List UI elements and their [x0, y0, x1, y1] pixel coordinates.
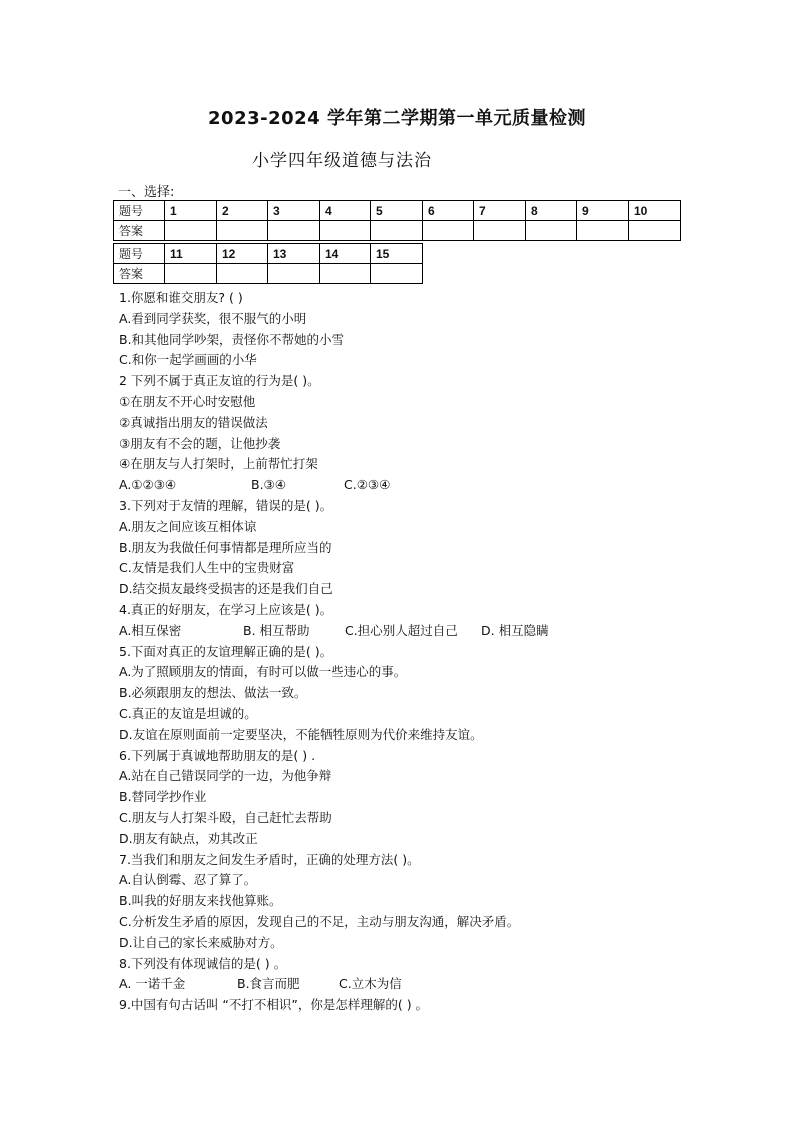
question-number-cell: 2: [217, 201, 268, 221]
answer-cell[interactable]: [474, 221, 526, 241]
question-option: A.站在自己错误同学的一边，为他争辩: [119, 768, 332, 784]
question-number-cell: 13: [268, 244, 320, 264]
question-option: A.朋友之间应该互相体谅: [119, 518, 257, 534]
answer-table-1: [113, 200, 681, 241]
question-number-cell: 3: [268, 201, 320, 221]
section-title: 一、选择:: [118, 185, 175, 200]
question-option-row: [119, 974, 759, 995]
question-number-cell: 9: [577, 201, 629, 221]
question-option: C.分析发生矛盾的原因，发现自己的不足，主动与朋友沟通，解决矛盾。: [119, 913, 520, 929]
question-number-cell: 15: [371, 244, 423, 264]
answer-cell[interactable]: [268, 221, 320, 241]
question-stem: 7.当我们和朋友之间发生矛盾时，正确的处理方法( )。: [119, 851, 420, 867]
question-option: B.食言而肥: [237, 976, 300, 992]
question-stem: 9.中国有句古话叫 “不打不相识”，你是怎样理解的( ) 。: [119, 997, 429, 1013]
answer-cell[interactable]: [577, 221, 629, 241]
question-number-cell: 8: [526, 201, 577, 221]
question-number-row: [114, 201, 681, 221]
answer-cell[interactable]: [320, 221, 371, 241]
answer-cell[interactable]: [423, 221, 474, 241]
question-number-cell: 7: [474, 201, 526, 221]
question-option: C.真正的友谊是坦诚的。: [119, 705, 257, 721]
row-label: 题号: [114, 201, 165, 221]
question-option: D. 相互隐瞒: [481, 622, 549, 638]
row-label: 题号: [114, 244, 165, 264]
question-option: B. 相互帮助: [243, 622, 310, 638]
question-stem: 4.真正的好朋友，在学习上应该是( )。: [119, 601, 333, 617]
question-option: A.自认倒霉、忍了算了。: [119, 872, 257, 888]
question-stem: 6.下列属于真诚地帮助朋友的是( ) .: [119, 747, 316, 763]
question-item: ④在朋友与人打架时，上前帮忙打架: [119, 456, 318, 472]
question-option: D.友谊在原则面前一定要坚决，不能牺牲原则为代价来维持友谊。: [119, 726, 483, 742]
question-item: ②真诚指出朋友的错误做法: [119, 414, 268, 430]
question-option: A. 一诺千金: [119, 976, 186, 992]
question-number-cell: 1: [165, 201, 217, 221]
question-list: [119, 288, 759, 1016]
question-stem: 2 下列不属于真正友谊的行为是( )。: [119, 373, 320, 389]
exam-subtitle: 小学四年级道德与法治: [252, 151, 432, 171]
question-option: D.让自己的家长来威胁对方。: [119, 934, 283, 950]
question-option: A.相互保密: [119, 622, 182, 638]
question-stem: 5.下面对真正的友谊理解正确的是( )。: [119, 643, 333, 659]
question-option: B.叫我的好朋友来找他算账。: [119, 893, 282, 909]
question-option: B.和其他同学吵架，责怪你不帮她的小雪: [119, 331, 345, 347]
answer-cell[interactable]: [165, 221, 217, 241]
question-number-row: [114, 244, 423, 264]
question-number-cell: 14: [320, 244, 371, 264]
question-option: C.担心别人超过自己: [345, 622, 458, 638]
question-number-cell: 4: [320, 201, 371, 221]
question-option: A.看到同学获奖，很不服气的小明: [119, 310, 307, 326]
answer-cell[interactable]: [217, 221, 268, 241]
question-option: B.③④: [251, 477, 286, 493]
answer-cell[interactable]: [371, 221, 423, 241]
question-option: C.②③④: [344, 477, 391, 493]
question-option-row: [119, 621, 759, 642]
question-number-cell: 11: [165, 244, 217, 264]
question-option: A.为了照顾朋友的情面，有时可以做一些违心的事。: [119, 664, 407, 680]
question-option: D.朋友有缺点，劝其改正: [119, 830, 258, 846]
row-label: 答案: [114, 264, 165, 284]
question-option: C.立木为信: [339, 976, 402, 992]
question-stem: 1.你愿和谁交朋友? ( ): [119, 290, 243, 305]
question-number-cell: 12: [217, 244, 268, 264]
exam-title: 2023-2024 学年第二学期第一单元质量检测: [208, 108, 586, 129]
question-stem: 8.下列没有体现诚信的是( ) 。: [119, 955, 287, 971]
question-option: B.朋友为我做任何事情都是理所应当的: [119, 539, 332, 555]
question-number-cell: 10: [629, 201, 681, 221]
question-number-cell: 6: [423, 201, 474, 221]
question-number-cell: 5: [371, 201, 423, 221]
question-stem: 3.下列对于友情的理解，错误的是( )。: [119, 497, 333, 513]
question-option: A.①②③④: [119, 477, 177, 493]
answer-cell[interactable]: [268, 264, 320, 284]
question-option: B.替同学抄作业: [119, 789, 207, 805]
answer-table-2: [113, 243, 423, 284]
question-option: B.必须跟朋友的想法、做法一致。: [119, 685, 307, 701]
answer-row: [114, 264, 423, 284]
answer-cell[interactable]: [320, 264, 371, 284]
question-option: C.朋友与人打架斗殴，自己赶忙去帮助: [119, 809, 332, 825]
answer-cell[interactable]: [371, 264, 423, 284]
question-option-row: [119, 475, 759, 496]
row-label: 答案: [114, 221, 165, 241]
question-option: D.结交损友最终受损害的还是我们自己: [119, 581, 333, 597]
answer-cell[interactable]: [629, 221, 681, 241]
question-option: C.和你一起学画画的小华: [119, 352, 257, 368]
answer-cell[interactable]: [217, 264, 268, 284]
question-option: C.友情是我们人生中的宝贵财富: [119, 560, 295, 576]
answer-cell[interactable]: [526, 221, 577, 241]
question-item: ③朋友有不会的题，让他抄袭: [119, 435, 281, 451]
answer-cell[interactable]: [165, 264, 217, 284]
question-item: ①在朋友不开心时安慰他: [119, 393, 256, 409]
answer-row: [114, 221, 681, 241]
